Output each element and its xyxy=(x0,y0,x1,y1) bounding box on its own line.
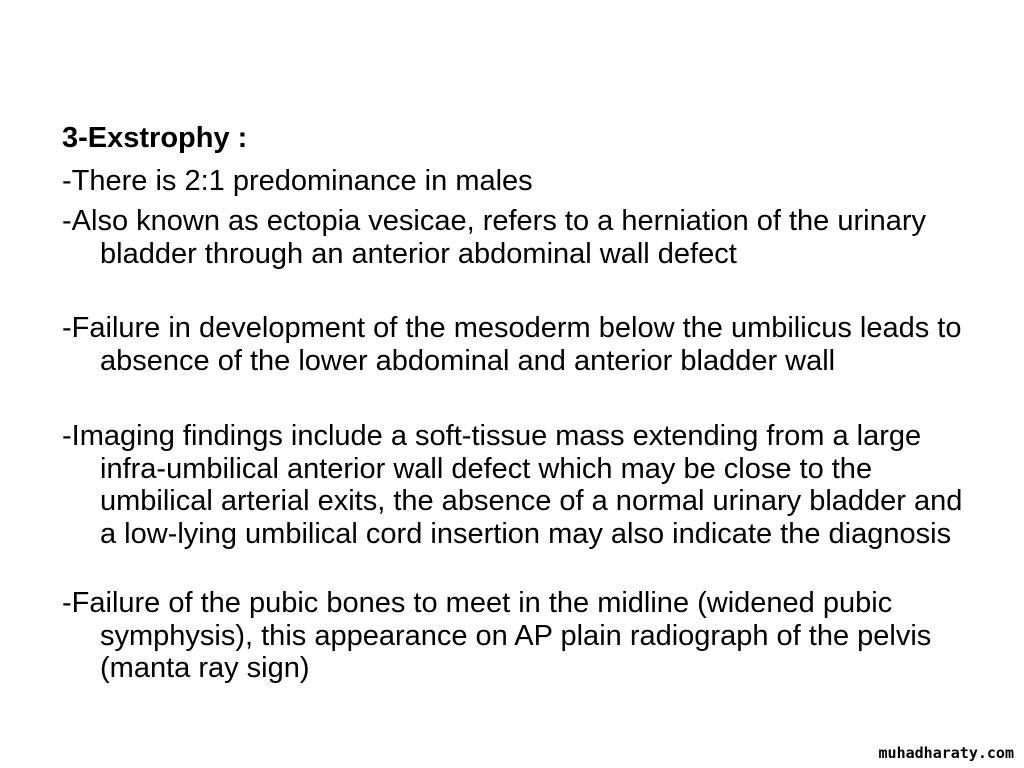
bullet-item: -Failure in development of the mesoderm below the umbilicus leads to absence of the lower abdominal and anterior bladder wall xyxy=(62,312,962,377)
bullet-item: -Imaging findings include a soft-tissue mass extending from a large infra-umbilical anterior wall defect which may be close to the umbilical arterial exits, the absence of a normal urinary bladder and a low-lying umbilical cord insertion may also indicate the diagnosis xyxy=(62,420,963,550)
slide-heading: 3-Exstrophy : xyxy=(62,122,248,154)
bullet-item: -There is 2:1 predominance in males xyxy=(62,165,533,197)
watermark: muhadharaty.com xyxy=(878,744,1014,762)
bullet-item: -Also known as ectopia vesicae, refers to a herniation of the urinary bladder through an anterior abdominal wall defect xyxy=(62,205,927,270)
bullet-item: -Failure of the pubic bones to meet in the midline (widened pubic symphysis), this appearance on AP plain radiograph of the pelvis (manta ray sign) xyxy=(62,587,932,684)
